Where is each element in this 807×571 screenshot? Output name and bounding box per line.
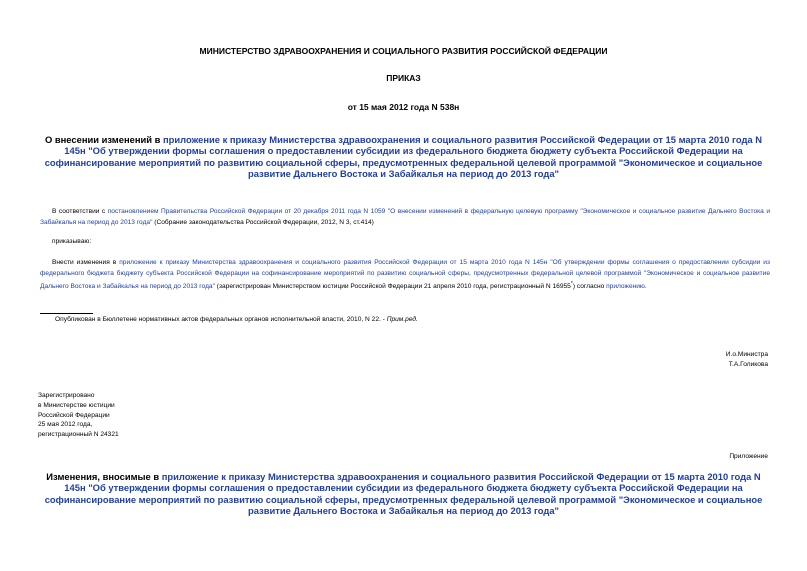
appendix-link[interactable]: приложению (606, 283, 645, 291)
preamble-prefix: В соответствии с (52, 208, 108, 215)
appendix-title (38, 471, 769, 517)
doc-date: от 15 мая 2012 года N 538н (347, 102, 460, 112)
registration-line: Российской Федерации (38, 411, 110, 419)
body-prefix: Внести изменения в (52, 259, 120, 266)
appendix-title-prefix: Изменения, вносимые в (46, 471, 162, 482)
footnote-mark: * (570, 281, 573, 288)
signature-position: И.о.Министра (725, 351, 768, 358)
doc-type: ПРИКАЗ (386, 73, 421, 83)
body-link[interactable]: приложение к приказу Министерства здравоохранения и социального развития Российской Федерации от 15 марта 2010 года N 145н "Об утверждении формы соглашения о предоставлении субсидии из федерального бюджета бюджету субъекта Российской Федерации на софинансирование мероприятий по развитию социальной сферы, предусмотренных федеральной целевой программой "Экономическое и социальное развитие Дальнего Востока и Забайкалья на период до 2013 года" (40, 259, 770, 291)
document-title (38, 134, 769, 180)
preamble-link[interactable]: постановлением Правительства Российской Федерации от 20 декабря 2011 года N 1059 "О внесении изменений в федеральную целевую программу "Экономическое и социальное развитие Дальнего Востока и Забайкалья на период до 2013 года" (40, 208, 770, 226)
ministry-heading: МИНИСТЕРСТВО ЗДРАВООХРАНЕНИЯ И СОЦИАЛЬНОГО РАЗВИТИЯ РОССИЙСКОЙ ФЕДЕРАЦИИ (199, 46, 608, 56)
body-after-mark: ) согласно (572, 283, 607, 291)
preamble-suffix: (Собрание законодательства Российской Федерации, 2012, N 3, ст.414) (152, 218, 374, 226)
body-end: . (644, 283, 647, 291)
order-word: приказываю: (52, 238, 92, 245)
footnote-note: Прим.ред. (386, 316, 418, 323)
preamble-paragraph (40, 207, 770, 228)
registration-line: 25 мая 2012 года, (38, 421, 93, 429)
registration-line: в Министерстве юстиции (38, 401, 115, 409)
appendix-title-link[interactable]: приложение к приказу Министерства здравоохранения и социального развития Российской Федерации от 15 марта 2010 года N 145н "Об утверждении формы соглашения о предоставлении субсидии из федерального бюджета бюджету субъекта Российской Федерации на софинансирование мероприятий по развитию социальной сферы, предусмотренных федеральной целевой программой "Экономическое и социальное развитие Дальнего Востока и Забайкалья на период до 2013 года" (44, 471, 763, 517)
footnote (55, 315, 418, 325)
appendix-label: Приложение (729, 453, 768, 460)
signature-block (560, 350, 768, 370)
body-middle: (зарегистрирован Министерством юстиции Российской Федерации 21 апреля 2010 года, регистрационный N 16955 (214, 283, 571, 291)
registration-line: Зарегистрировано (38, 392, 95, 399)
body-paragraph (40, 258, 770, 293)
title-link[interactable]: приложение к приказу Министерства здравоохранения и социального развития Российской Федерации от 15 марта 2010 года N 145н "Об утверждении формы соглашения о предоставлении субсидии из федерального бюджета бюджету субъекта Российской Федерации на софинансирование мероприятий по развитию социальной сферы, предусмотренных федеральной целевой программой "Экономическое и социальное развитие Дальнего Востока и Забайкалья на период до 2013 года" (44, 134, 763, 180)
footnote-text: Опубликован в Бюллетене нормативных актов федеральных органов исполнительной власти, 2010, N 22. - (55, 316, 387, 323)
registration-line: регистрационный N 24321 (38, 431, 119, 439)
title-prefix: О внесении изменений в (44, 134, 163, 145)
registration-block (38, 391, 119, 440)
signature-name: Т.А.Голикова (728, 360, 768, 368)
footnote-divider (40, 313, 93, 314)
